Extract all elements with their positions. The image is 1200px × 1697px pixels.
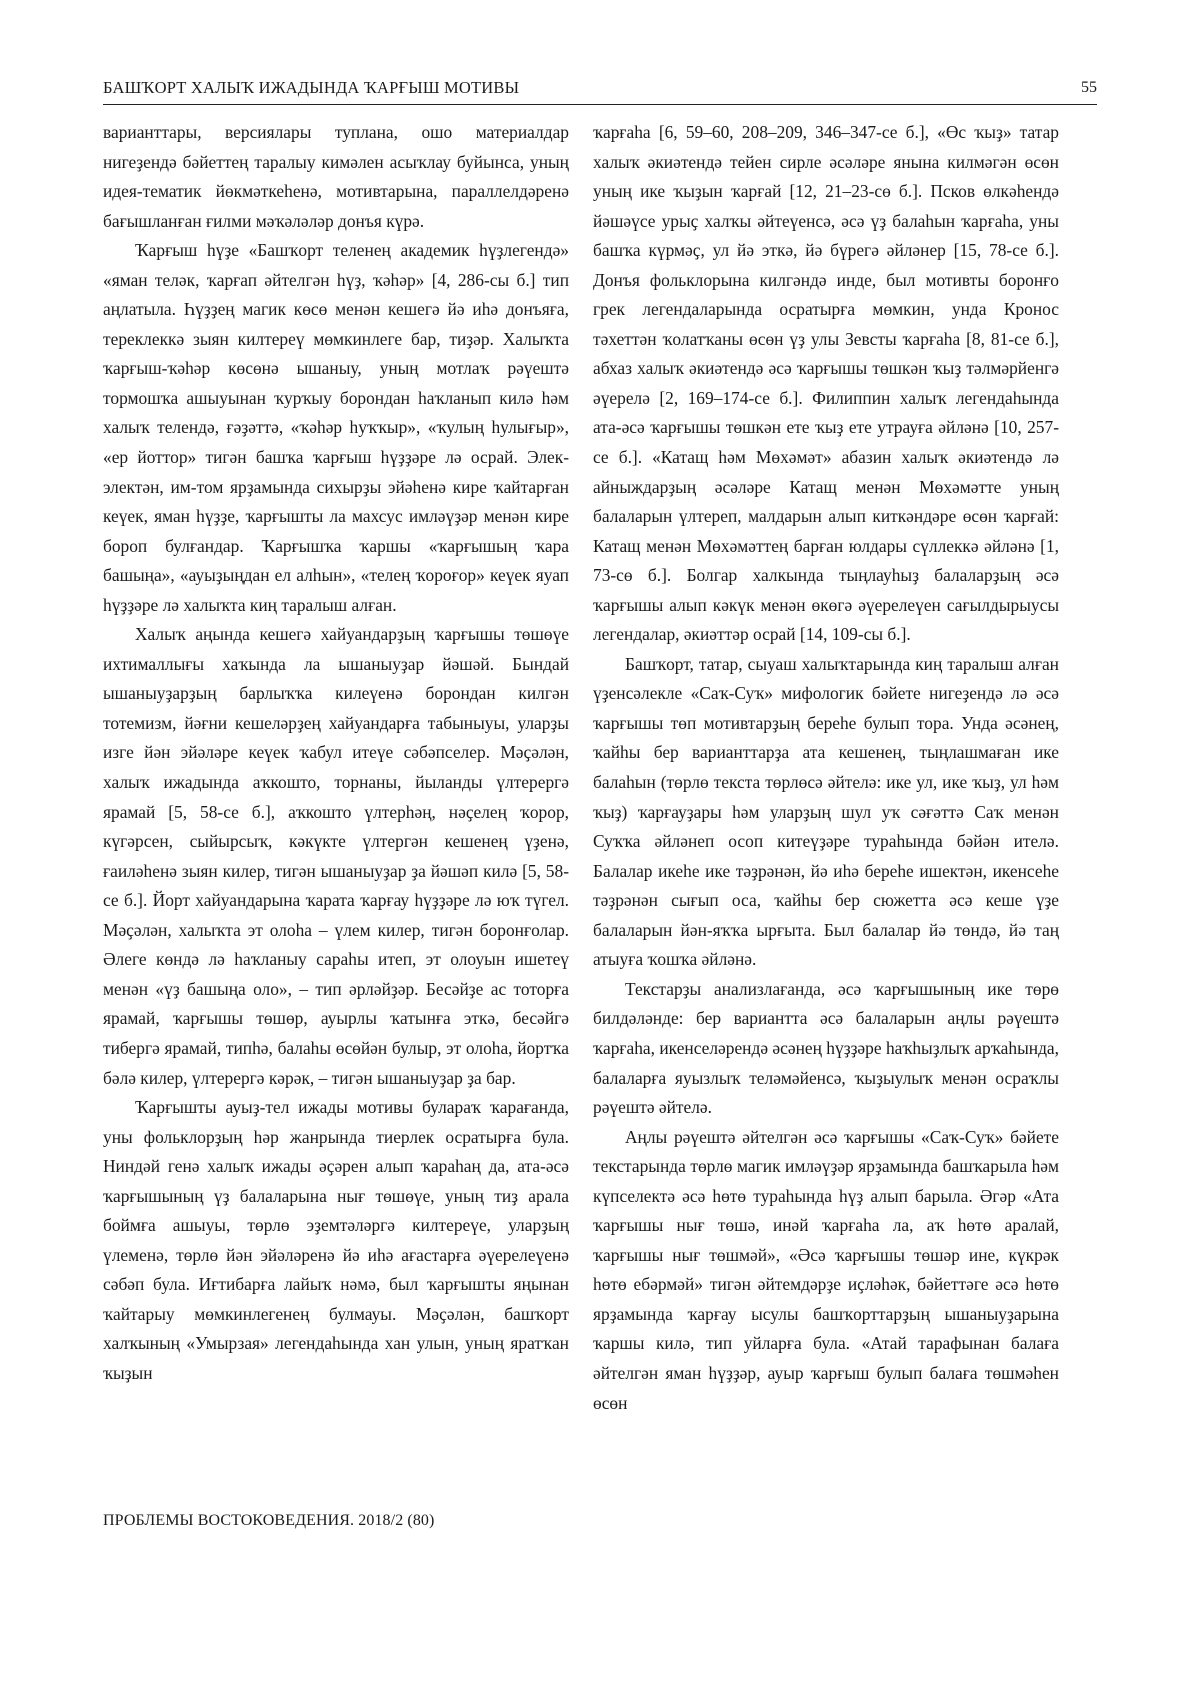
paragraph: Аңлы рәүештә әйтелгән әсә ҡарғышы «Саҡ-Суҡ» бәйете текстарында төрлө магик имләүҙәр ярҙамында башҡарыла һәм күпселектә әсә һөтө тураһында һүҙ алып барыла. Әгәр «Ата ҡарғышы нығ төшә, инәй ҡарғаһа ла, аҡ һөтө аралай, ҡарғышы нығ төшмәй», «Әсә ҡарғышы төшәр ине, күкрәк һөтө ебәрмәй» тигән әйтемдәрҙе иҫләһәк, бәйеттәге әсә һөтө ярҙамында ҡарғау ысулы башҡорттарҙың ышаныуҙарына ҡаршы килә, тип уйларға була. «Атай тарафынан балаға әйтелгән яман һүҙҙәр, ауыр ҡарғыш булып балаға төшмәһен өсөн [593, 1126, 1059, 1413]
paragraph: варианттары, версиялары туплана, ошо материалдар нигеҙендә бәйеттең таралыу кимәлен асыҡлау буйынса, уның идея-тематик йөкмәткеһенә, мотивтарына, параллелдәренә бағышланған ғилми мәҡәләләр донъя күрә. [103, 122, 569, 231]
page-number: 55 [1081, 79, 1097, 96]
running-head [103, 76, 1097, 105]
paragraph: Ҡарғышты ауыҙ-тел ижады мотивы булараҡ ҡарағанда, уны фольклорҙың һәр жанрында тиерлек осратырға була. Ниндәй генә халыҡ ижады әҫәрен алып ҡараһаң да, ата-әсә ҡарғышының үҙ балаларына нығ төшөүе, уның тиҙ арала боймға ашыуы, төрлө эҙемтәләргә килтереүе, уларҙың үлеменә, төрлө йән эйәләренә йә иһә ағастарға әүерелеүенә сәбәп була. Иғтибарға лайыҡ нәмә, был ҡарғышты яңынан ҡайтарыу мөмкинлегенең булмауы. Мәҫәлән, башҡорт халҡының «Умырзая» легендаһында хан улын, уның яратҡан ҡыҙын [103, 1097, 569, 1383]
paragraph: ҡарғаһа [6, 59–60, 208–209, 346–347-се б.], «Өс ҡыҙ» татар халыҡ әкиәтендә тейен сирле әсәләре янына килмәгән өсөн уның ике ҡыҙын ҡарғай [12, 21–23-сө б.]. Псков өлкәһендә йәшәүсе урыҫ халҡы әйтеүенсә, әсә үҙ балаһын ҡарғаһа, уны башҡа күрмәҫ, ул йә эткә, йә бүрегә әйләнер [15, 78-се б.]. Донъя фольклорына килгәндә инде, был мотивты боронғо грек легендаларында осратырға мөмкин, унда Кронос тәхеттән ҡолатҡаны өсөн үҙ улы Зевсты ҡарғаһа [8, 81-се б.], абхаз халыҡ әкиәтендә әсә ҡарғышы төшкән ҡыҙ тәлмәрйенгә әүерелә [2, 169–174-се б.]. Филиппин халыҡ легендаһында ата-әсә ҡарғышы төшкән ете ҡыҙ ете утрауға әйләнә [10, 257-се б.]. «Катащ һәм Мөхәмәт» абазин халыҡ әкиәтендә лә айныждарҙың әсәләре Катащ менән Мөхәмәтте уның балаларын үлтереп, малдарын алып киткәндәре өсөн ҡарғай: Катащ менән Мөхәмәттең барған юлдары сүллеккә әйләнә [1, 73-сө б.]. Болгар халкында тыңлауһыҙ балаларҙың әсә ҡарғышы алып кәкүк менән өкөгә әүерелеүен сағылдырыусы легендалар, әкиәттәр осрай [14, 109-сы б.]. [593, 122, 1059, 645]
paragraph: Башҡорт, татар, сыуаш халыҡтарында киң таралыш алған үҙенсәлекле «Саҡ-Суҡ» мифологик бәйете нигеҙендә лә әсә ҡарғышы төп мотивтарҙың береһе булып тора. Унда әсәнең, ҡайһы бер варианттарҙа ата кешенең, тыңлашмаған ике балаһын (төрлө текста төрлөсә әйтелә: ике ул, ике ҡыҙ, ул һәм ҡыҙ) ҡарғауҙары һәм уларҙың шул уҡ сәғәттә Саҡ менән Суҡҡа әйләнеп осоп китеүҙәре тураһында бәйән ителә. Балалар икеһе ике тәҙрәнән, йә иһә береһе ишектән, икенсеһе тәҙрәнән сығып оса, ҡайһы бер сюжетта әсә кеше үҙе балаларын йән-яҡҡа ырғыта. Был балалар йә төндә, йә таң атыуға ҡошҡа әйләнә. [593, 653, 1059, 970]
paragraph: Ҡарғыш һүҙе «Башҡорт теленең академик һүҙлегендә» «яман теләк, ҡарғап әйтелгән һүҙ, ҡәһәр» [4, 286-сы б.] тип аңлатыла. Һүҙҙең магик көсө менән кешегә йә иһә донъяға, тереклеккә зыян килтереү мөмкинлеге бар, тиҙәр. Халыҡта ҡарғыш-ҡәһәр көсөнә ышаныу, уның мотлаҡ рәүештә тормошҡа ашыуынан ҡурҡыу борондан һаҡланып килә һәм халыҡ телендә, ғәҙәттә, «ҡәһәр һуҡҡыр», «ҡулың һулығыр», «ер йоттор» тигән башҡа ҡарғыш һүҙҙәре лә осрай. Элек-электән, им-том ярҙамында сихырҙы эйәһенә кире ҡайтарған кеүек, яман һүҙҙе, ҡарғышты ла махсус имләүҙәр менән кире бороп булғандар. Ҡарғышҡа ҡаршы «ҡарғышың ҡара башыңа», «ауыҙыңдан ел алһын», «телең ҡороғор» кеүек яуап һүҙҙәре лә халыҡта киң таралыш алған. [103, 240, 569, 615]
journal-footer: ПРОБЛЕМЫ ВОСТОКОВЕДЕНИЯ. 2018/2 (80) [103, 1512, 435, 1529]
left-column [103, 118, 569, 1389]
right-column [593, 118, 1059, 1418]
paragraph: Текстарҙы анализлағанда, әсә ҡарғышының ике төрө билдәләнде: бер вариантта әсә балаларын аңлы рәүештә ҡарғаһа, икенселәрендә әсәнең һүҙҙәре һаҡһыҙлыҡ арҡаһында, балаларға яуызлыҡ теләмәйенсә, ҡыҙыулыҡ менән осраҡлы рәүештә әйтелә. [593, 978, 1059, 1118]
running-title: БАШҠОРТ ХАЛЫҠ ИЖАДЫНДА ҠАРҒЫШ МОТИВЫ [103, 78, 520, 97]
paragraph: Халыҡ аңында кешегә хайуандарҙың ҡарғышы төшөүе ихтималлығы хаҡында ла ышаныуҙар йәшәй. Бындай ышаныуҙарҙың барлыҡҡа килеүенә борондан килгән тотемизм, йәғни кешеләрҙең хайуандарға табыныуы, уларҙы изге йән эйәләре кеүек ҡабул итеүе сәбәпселер. Мәҫәлән, халыҡ ижадында аҡкошто, торнаны, йыланды үлтерергә ярамай [5, 58-се б.], аҡкошто үлтерһәң, нәҫелең ҡорор, күгәрсен, сыйырсыҡ, кәкүкте үлтергән кешенең үҙенә, ғаиләһенә зыян килер, тигән ышаныуҙар ҙа йәшәп килә [5, 58-се б.]. Йорт хайуандарына ҡарата ҡарғау һүҙҙәре лә юҡ түгел. Мәҫәлән, халыҡта эт олоһа – үлем килер, тигән боронғолар. Әлеге көндә лә һаҡланыу сараһы итеп, эт олоуын ишетеү менән «үҙ башыңа оло», – тип әрләйҙәр. Бесәйҙе ас тоторға ярамай, ҡарғышы төшөр, ауырлы ҡатынға эткә, бесәйгә тибергә ярамай, типһә, балаһы өсөйән булыр, эт олоһа, йортҡа бәлә килер, үлтерергә кәрәк, – тигән ышаныуҙар ҙа бар. [103, 624, 569, 1088]
